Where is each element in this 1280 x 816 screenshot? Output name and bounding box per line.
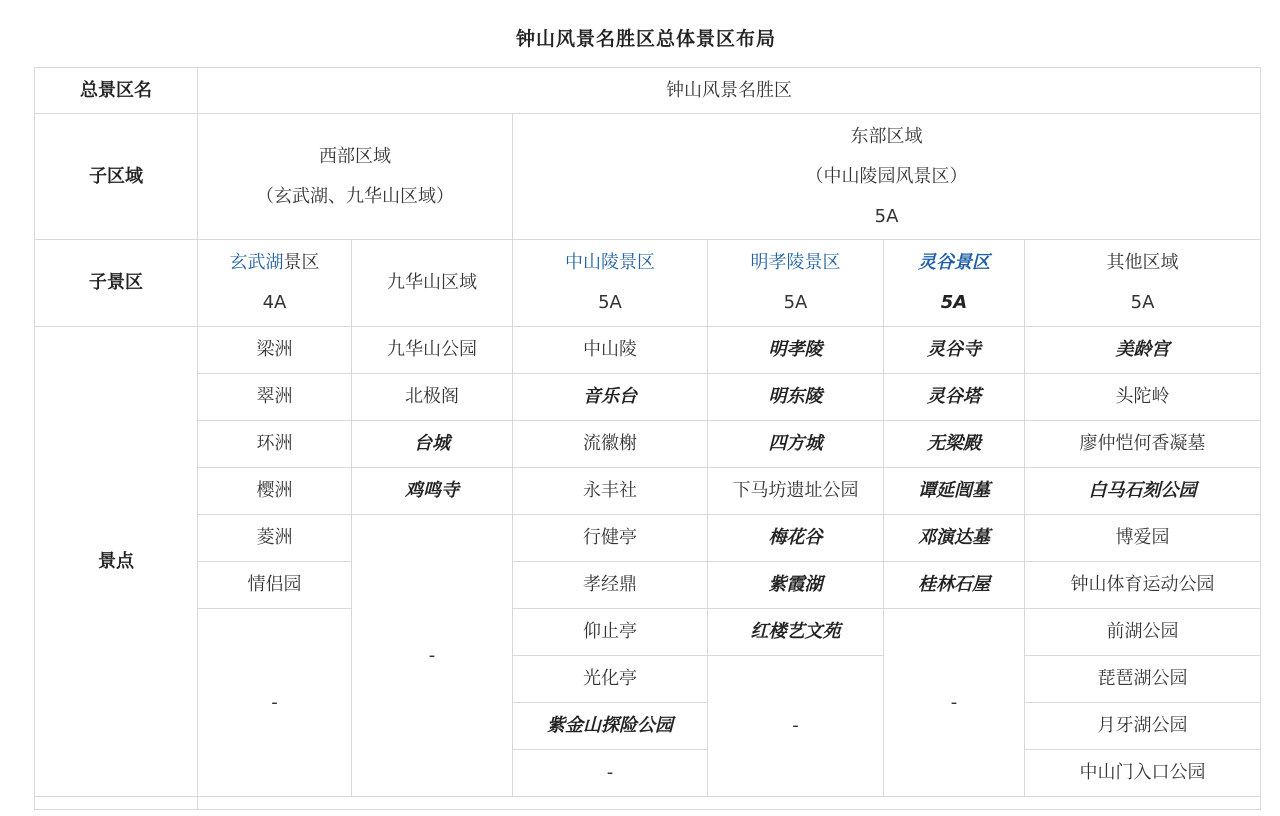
table-row xyxy=(35,562,1261,609)
spot-cell-empty: - xyxy=(198,609,352,797)
spot-cell: 梁洲 xyxy=(198,327,352,374)
spot-cell: 灵谷寺 xyxy=(884,327,1025,374)
spot-cell: 琵琶湖公园 xyxy=(1025,656,1261,703)
spot-cell: 廖仲恺何香凝墓 xyxy=(1025,421,1261,468)
spot-cell: 鸡鸣寺 xyxy=(352,468,513,515)
spot-cell-empty: - xyxy=(884,609,1025,797)
spots-label: 景点 xyxy=(35,327,198,797)
total-name: 钟山风景名胜区 xyxy=(198,68,1261,114)
spot-cell: 紫霞湖 xyxy=(708,562,884,609)
spot-cell: 明东陵 xyxy=(708,374,884,421)
spot-cell: 九华山公园 xyxy=(352,327,513,374)
scenic-lg-name: 灵谷景区 xyxy=(918,252,990,273)
spot-cell: 谭延闿墓 xyxy=(884,468,1025,515)
spot-cell: 无梁殿 xyxy=(884,421,1025,468)
table-row xyxy=(35,421,1261,468)
spot-cell: 樱洲 xyxy=(198,468,352,515)
subregion-label: 子区域 xyxy=(35,114,198,240)
table-row xyxy=(35,114,1261,240)
spot-cell: 头陀岭 xyxy=(1025,374,1261,421)
table-row xyxy=(35,515,1261,562)
spot-cell: 仰止亭 xyxy=(513,609,708,656)
spot-cell: 梅花谷 xyxy=(708,515,884,562)
spot-cell: 翠洲 xyxy=(198,374,352,421)
spot-cell: 月牙湖公园 xyxy=(1025,703,1261,750)
scenic-layout-table xyxy=(34,67,1261,810)
scenic-mxl-name: 明孝陵景区 xyxy=(750,252,841,273)
subscenic-label: 子景区 xyxy=(35,240,198,327)
scenic-zsl xyxy=(513,240,708,327)
spot-cell: 音乐台 xyxy=(513,374,708,421)
spot-cell: 行健亭 xyxy=(513,515,708,562)
spot-cell: 情侣园 xyxy=(198,562,352,609)
table-row xyxy=(35,240,1261,327)
spot-cell: 白马石刻公园 xyxy=(1025,468,1261,515)
spot-cell: 邓演达墓 xyxy=(884,515,1025,562)
spot-cell: 菱洲 xyxy=(198,515,352,562)
spot-cell: 中山陵 xyxy=(513,327,708,374)
spot-cell: 钟山体育运动公园 xyxy=(1025,562,1261,609)
spot-cell: 中山门入口公园 xyxy=(1025,750,1261,797)
scenic-zsl-name: 中山陵景区 xyxy=(565,252,655,273)
table-row xyxy=(35,327,1261,374)
page-title: 钟山风景名胜区总体景区布局 xyxy=(515,28,776,50)
table-row xyxy=(35,797,1261,810)
spot-cell: 北极阁 xyxy=(352,374,513,421)
spot-cell-empty: - xyxy=(708,656,884,797)
spot-cell: 紫金山探险公园 xyxy=(513,703,708,750)
spot-cell: 流徽榭 xyxy=(513,421,708,468)
west-region xyxy=(198,114,513,240)
east-region-note: （中山陵园风景区） xyxy=(805,165,968,187)
scenic-other-grade: 5A xyxy=(1130,292,1155,313)
spot-cell: 红楼艺文苑 xyxy=(708,609,884,656)
east-region-grade: 5A xyxy=(874,205,899,227)
scenic-xuanwu-grade: 4A xyxy=(262,292,287,313)
table-row xyxy=(35,609,1261,656)
west-region-note: （玄武湖、九华山区域） xyxy=(256,185,454,207)
spot-cell: 桂林石屋 xyxy=(884,562,1025,609)
table-row xyxy=(35,468,1261,515)
spot-cell: 下马坊遗址公园 xyxy=(708,468,884,515)
spot-cell-empty: - xyxy=(352,515,513,797)
spot-cell: 前湖公园 xyxy=(1025,609,1261,656)
spot-cell-empty: - xyxy=(513,750,708,797)
scenic-lg xyxy=(884,240,1025,327)
spot-cell: 环洲 xyxy=(198,421,352,468)
scenic-zsl-grade: 5A xyxy=(598,292,622,313)
spot-cell: 美龄宫 xyxy=(1025,327,1261,374)
spot-cell: 光化亭 xyxy=(513,656,708,703)
west-region-name: 西部区域 xyxy=(319,145,391,167)
spot-cell: 四方城 xyxy=(708,421,884,468)
east-region xyxy=(513,114,1261,240)
scenic-jiuhua: 九华山区域 xyxy=(352,240,513,327)
spot-cell: 台城 xyxy=(352,421,513,468)
scenic-mxl xyxy=(708,240,884,327)
scenic-xuanwu-name: 玄武湖景区 xyxy=(229,252,320,273)
scenic-mxl-grade: 5A xyxy=(783,292,808,313)
spot-cell: 灵谷塔 xyxy=(884,374,1025,421)
east-region-name: 东部区域 xyxy=(850,125,923,147)
spot-cell: 博爱园 xyxy=(1025,515,1261,562)
total-label: 总景区名 xyxy=(35,68,198,114)
spot-cell: 孝经鼎 xyxy=(513,562,708,609)
scenic-lg-grade: 5A xyxy=(940,292,968,313)
scenic-other xyxy=(1025,240,1261,327)
spot-cell: 永丰社 xyxy=(513,468,708,515)
scenic-other-name: 其他区域 xyxy=(1106,252,1179,273)
scenic-xuanwu xyxy=(198,240,352,327)
table-row xyxy=(35,374,1261,421)
spot-cell: 明孝陵 xyxy=(708,327,884,374)
table-row xyxy=(35,68,1261,114)
